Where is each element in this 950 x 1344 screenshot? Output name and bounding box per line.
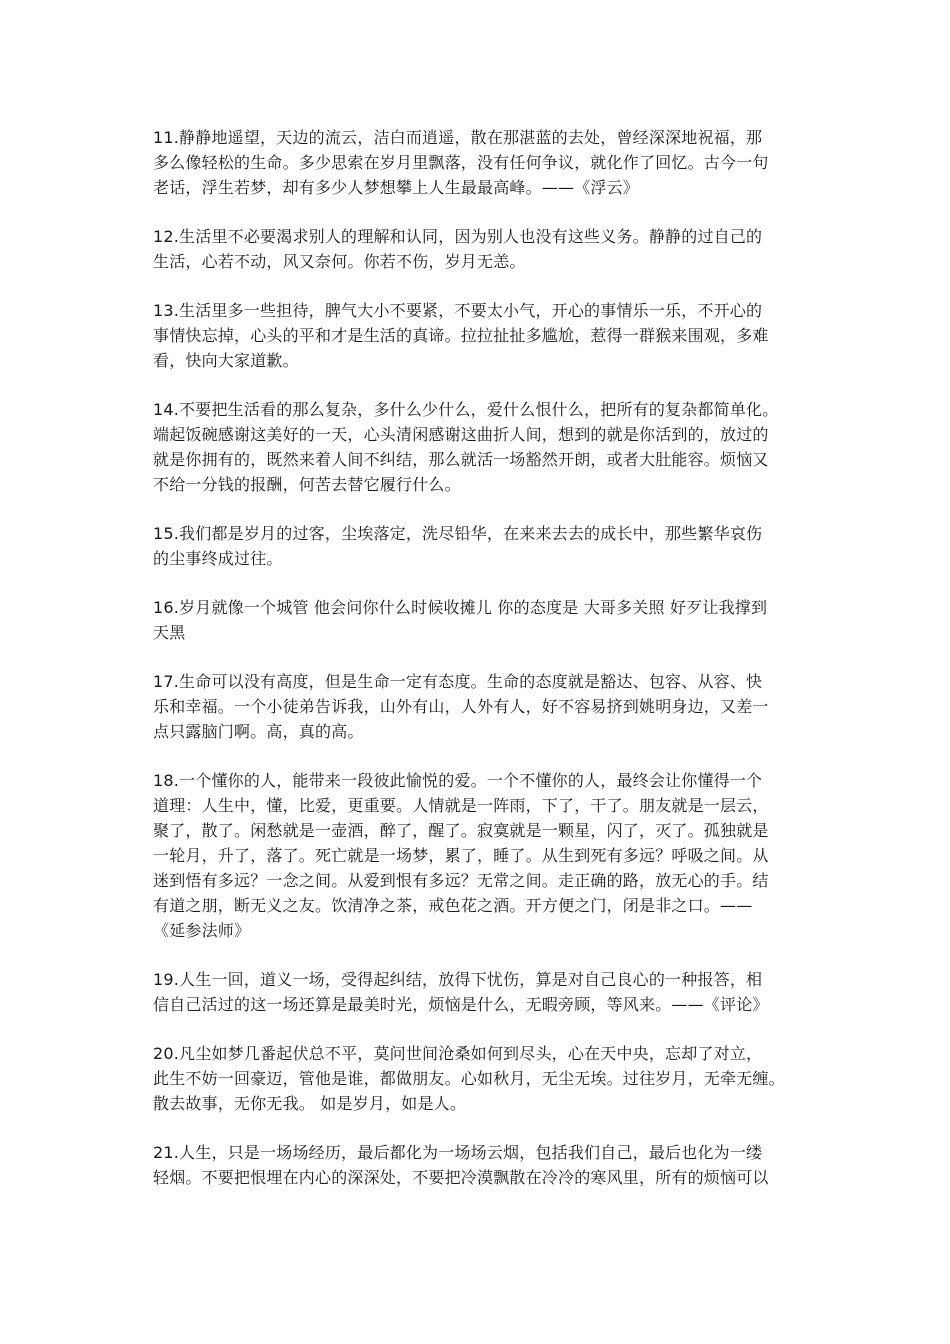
paragraph-line: 事情快忘掉，心头的平和才是生活的真谛。拉拉扯扯多尴尬，惹得一群猴来围观，多难 <box>153 326 769 345</box>
paragraph-line: 16.岁月就像一个城管 他会问你什么时候收摊儿 你的态度是 大哥多关照 好歹让我撑到 <box>153 598 768 617</box>
paragraph-line: 13.生活里多一些担待，脾气大小不要紧，不要太小气，开心的事情乐一乐，不开心的 <box>153 301 763 320</box>
paragraph-line: 一轮月，升了，落了。死亡就是一场梦，累了，睡了。从生到死有多远？呼吸之间。从 <box>153 846 769 865</box>
paragraph-line: 天黑 <box>153 623 186 642</box>
paragraph-line: 的尘事终成过往。 <box>153 549 283 568</box>
paragraph-line: 20.凡尘如梦几番起伏总不平，莫问世间沧桑如何到尽头，心在天中央，忘却了对立， <box>153 1044 763 1063</box>
paragraph-line: 散去故事，无你无我。 如是岁月，如是人。 <box>153 1094 467 1113</box>
paragraph-line: 信自己活过的这一场还算是最美时光，烦恼是什么，无暇旁顾，等风来。——《评论》 <box>153 995 769 1014</box>
document-body <box>153 125 798 1214</box>
paragraph-line: 就是你拥有的，既然来着人间不纠结，那么就活一场豁然开朗，或者大肚能容。烦恼又 <box>153 450 769 469</box>
paragraph-line: 18.一个懂你的人，能带来一段彼此愉悦的爱。一个不懂你的人，最终会让你懂得一个 <box>153 771 763 790</box>
paragraph-line: 《延参法师》 <box>153 921 251 940</box>
paragraph <box>153 669 798 744</box>
paragraph <box>153 967 798 1017</box>
paragraph-line: 道理：人生中，懂，比爱，更重要。人情就是一阵雨，下了，干了。朋友就是一层云， <box>153 796 769 815</box>
paragraph-line: 11.静静地遥望，天边的流云，洁白而逍遥，散在那湛蓝的去处，曾经深深地祝福，那 <box>153 128 763 147</box>
paragraph-line: 15.我们都是岁月的过客，尘埃落定，洗尽铅华，在来来去去的成长中，那些繁华哀伤 <box>153 524 763 543</box>
paragraph <box>153 1140 798 1190</box>
paragraph-line: 乐和幸福。一个小徒弟告诉我，山外有山，人外有人，好不容易挤到姚明身边，又差一 <box>153 697 769 716</box>
paragraph <box>153 397 798 497</box>
paragraph <box>153 595 798 645</box>
paragraph-line: 老话，浮生若梦，却有多少人梦想攀上人生最最高峰。——《浮云》 <box>153 178 640 197</box>
paragraph <box>153 298 798 373</box>
paragraph-line: 不给一分钱的报酬，何苦去替它履行什么。 <box>153 475 461 494</box>
paragraph-line: 生活，心若不动，风又奈何。你若不伤，岁月无恙。 <box>153 252 526 271</box>
paragraph-line: 聚了，散了。闲愁就是一壶酒，醉了，醒了。寂寞就是一颗星，闪了，灭了。孤独就是 <box>153 821 769 840</box>
paragraph-line: 19.人生一回，道义一场，受得起纠结，放得下忧伤，算是对自己良心的一种报答，相 <box>153 970 763 989</box>
paragraph-line: 12.生活里不必要渴求别人的理解和认同，因为别人也没有这些义务。静静的过自己的 <box>153 227 763 246</box>
paragraph <box>153 521 798 571</box>
paragraph-line: 17.生命可以没有高度，但是生命一定有态度。生命的态度就是豁达、包容、从容、快 <box>153 672 763 691</box>
paragraph-line: 此生不妨一回豪迈，管他是谁，都做朋友。心如秋月，无尘无埃。过往岁月，无牵无缠。 <box>153 1069 785 1088</box>
paragraph-line: 迷到悟有多远？一念之间。从爱到恨有多远？无常之间。走正确的路，放无心的手。结 <box>153 871 769 890</box>
paragraph-line: 端起饭碗感谢这美好的一天，心头清闲感谢这曲折人间，想到的就是你活到的，放过的 <box>153 425 769 444</box>
paragraph-line: 21.人生，只是一场场经历，最后都化为一场场云烟，包括我们自己，最后也化为一缕 <box>153 1143 763 1162</box>
paragraph-line: 有道之朋，断无义之友。饮清净之茶，戒色花之酒。开方便之门，闭是非之口。—— <box>153 896 753 915</box>
paragraph <box>153 1041 798 1116</box>
paragraph-line: 多么像轻松的生命。多少思索在岁月里飘落，没有任何争议，就化作了回忆。古今一句 <box>153 153 769 172</box>
paragraph-line: 点只露脑门啊。高，真的高。 <box>153 722 364 741</box>
paragraph <box>153 224 798 274</box>
paragraph-line: 看，快向大家道歉。 <box>153 351 299 370</box>
paragraph-line: 14.不要把生活看的那么复杂，多什么少什么，爱什么恨什么，把所有的复杂都简单化。 <box>153 400 779 419</box>
paragraph <box>153 125 798 200</box>
paragraph <box>153 768 798 943</box>
paragraph-line: 轻烟。不要把恨埋在内心的深深处，不要把冷漠飘散在冷冷的寒风里，所有的烦恼可以 <box>153 1168 769 1187</box>
